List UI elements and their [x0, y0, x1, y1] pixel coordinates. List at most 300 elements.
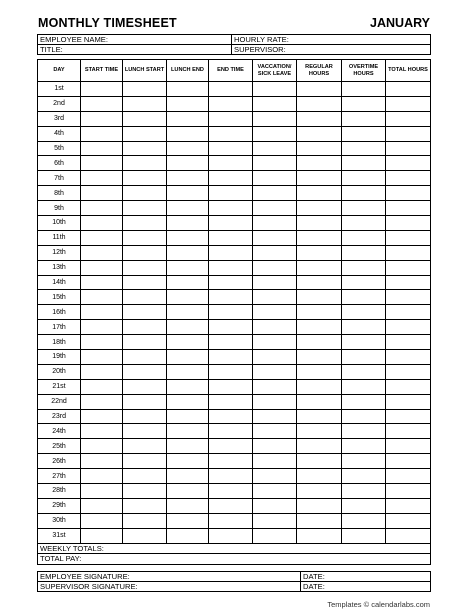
time-entry-cell[interactable] [386, 335, 431, 350]
time-entry-cell[interactable] [342, 141, 386, 156]
day-row [38, 290, 431, 305]
time-entry-cell[interactable] [297, 156, 342, 171]
time-entry-cell[interactable] [167, 409, 209, 424]
day-label: 8th [38, 186, 81, 201]
time-entry-cell[interactable] [167, 364, 209, 379]
time-entry-cell[interactable] [297, 171, 342, 186]
time-entry-cell[interactable] [167, 469, 209, 484]
day-row [38, 513, 431, 528]
time-entry-cell[interactable] [167, 335, 209, 350]
employee-info-table [37, 34, 431, 55]
day-row [38, 350, 431, 365]
time-entry-cell[interactable] [297, 469, 342, 484]
time-entry-cell[interactable] [342, 484, 386, 499]
time-entry-cell[interactable] [342, 439, 386, 454]
time-entry-cell[interactable] [81, 245, 123, 260]
time-entry-cell[interactable] [167, 320, 209, 335]
time-entry-cell[interactable] [81, 513, 123, 528]
time-entry-cell[interactable] [209, 260, 253, 275]
time-entry-cell[interactable] [167, 350, 209, 365]
time-entry-cell[interactable] [209, 126, 253, 141]
time-entry-cell[interactable] [167, 275, 209, 290]
time-entry-cell[interactable] [81, 305, 123, 320]
time-entry-cell[interactable] [81, 96, 123, 111]
time-entry-cell[interactable] [297, 216, 342, 231]
time-entry-cell[interactable] [342, 409, 386, 424]
day-row [38, 245, 431, 260]
time-entry-cell[interactable] [253, 111, 297, 126]
time-entry-cell[interactable] [209, 320, 253, 335]
time-entry-cell[interactable] [123, 335, 167, 350]
time-entry-cell[interactable] [253, 82, 297, 97]
time-entry-cell[interactable] [81, 230, 123, 245]
time-entry-cell[interactable] [297, 126, 342, 141]
time-entry-cell[interactable] [123, 245, 167, 260]
day-label: 22nd [38, 394, 81, 409]
day-row [38, 171, 431, 186]
time-entry-cell[interactable] [81, 424, 123, 439]
time-entry-cell[interactable] [167, 186, 209, 201]
time-entry-cell[interactable] [209, 305, 253, 320]
day-label: 1st [38, 82, 81, 97]
time-entry-cell[interactable] [123, 275, 167, 290]
time-entry-cell[interactable] [81, 454, 123, 469]
time-entry-cell[interactable] [167, 111, 209, 126]
time-entry-cell[interactable] [81, 394, 123, 409]
time-entry-cell[interactable] [81, 201, 123, 216]
time-entry-cell[interactable] [386, 171, 431, 186]
time-entry-cell[interactable] [342, 350, 386, 365]
time-entry-cell[interactable] [253, 126, 297, 141]
time-entry-cell[interactable] [342, 469, 386, 484]
time-entry-cell[interactable] [386, 275, 431, 290]
time-entry-cell[interactable] [167, 96, 209, 111]
time-entry-cell[interactable] [209, 469, 253, 484]
time-entry-cell[interactable] [209, 484, 253, 499]
time-entry-cell[interactable] [123, 424, 167, 439]
time-entry-cell[interactable] [297, 82, 342, 97]
time-entry-cell[interactable] [81, 82, 123, 97]
time-entry-cell[interactable] [386, 484, 431, 499]
time-entry-cell[interactable] [209, 454, 253, 469]
time-entry-cell[interactable] [253, 439, 297, 454]
time-entry-cell[interactable] [253, 216, 297, 231]
time-entry-cell[interactable] [253, 513, 297, 528]
time-entry-cell[interactable] [297, 379, 342, 394]
time-entry-cell[interactable] [167, 439, 209, 454]
time-entry-cell[interactable] [297, 513, 342, 528]
day-label: 18th [38, 335, 81, 350]
time-entry-cell[interactable] [123, 156, 167, 171]
time-entry-cell[interactable] [123, 305, 167, 320]
time-entry-cell[interactable] [81, 260, 123, 275]
day-row [38, 96, 431, 111]
time-entry-cell[interactable] [167, 454, 209, 469]
time-entry-cell[interactable] [209, 171, 253, 186]
time-entry-cell[interactable] [342, 230, 386, 245]
time-entry-cell[interactable] [297, 201, 342, 216]
total-pay-field[interactable]: TOTAL PAY: [38, 554, 431, 565]
column-header: REGULAR HOURS [297, 60, 342, 82]
time-entry-cell[interactable] [253, 141, 297, 156]
column-header: START TIME [81, 60, 123, 82]
time-entry-cell[interactable] [386, 409, 431, 424]
time-entry-cell[interactable] [342, 335, 386, 350]
time-entry-cell[interactable] [167, 201, 209, 216]
time-entry-cell[interactable] [386, 82, 431, 97]
time-entry-cell[interactable] [209, 186, 253, 201]
time-entry-cell[interactable] [209, 290, 253, 305]
time-entry-cell[interactable] [386, 320, 431, 335]
time-entry-cell[interactable] [297, 484, 342, 499]
time-entry-cell[interactable] [253, 364, 297, 379]
supervisor-signature-field[interactable]: SUPERVISOR SIGNATURE: [38, 582, 301, 592]
time-entry-cell[interactable] [386, 424, 431, 439]
time-entry-cell[interactable] [297, 260, 342, 275]
time-entry-cell[interactable] [81, 528, 123, 543]
time-entry-cell[interactable] [386, 245, 431, 260]
day-rows [38, 82, 431, 544]
time-entry-cell[interactable] [386, 96, 431, 111]
time-entry-cell[interactable] [253, 230, 297, 245]
time-entry-cell[interactable] [167, 484, 209, 499]
day-label: 17th [38, 320, 81, 335]
time-entry-cell[interactable] [209, 96, 253, 111]
time-entry-cell[interactable] [342, 216, 386, 231]
time-entry-cell[interactable] [342, 454, 386, 469]
time-entry-cell[interactable] [342, 201, 386, 216]
time-entry-cell[interactable] [297, 364, 342, 379]
time-entry-cell[interactable] [253, 171, 297, 186]
time-entry-cell[interactable] [81, 141, 123, 156]
time-entry-cell[interactable] [253, 186, 297, 201]
day-row [38, 528, 431, 543]
title-field[interactable]: TITLE: [38, 45, 232, 55]
time-entry-cell[interactable] [209, 513, 253, 528]
time-entry-cell[interactable] [167, 141, 209, 156]
time-entry-cell[interactable] [297, 305, 342, 320]
time-entry-cell[interactable] [386, 454, 431, 469]
time-entry-cell[interactable] [342, 305, 386, 320]
time-entry-cell[interactable] [253, 275, 297, 290]
time-entry-cell[interactable] [81, 439, 123, 454]
time-entry-cell[interactable] [297, 245, 342, 260]
time-entry-cell[interactable] [123, 126, 167, 141]
time-entry-cell[interactable] [167, 528, 209, 543]
time-entry-cell[interactable] [386, 141, 431, 156]
time-entry-cell[interactable] [123, 469, 167, 484]
month-label: JANUARY [370, 16, 430, 30]
time-entry-cell[interactable] [253, 424, 297, 439]
time-entry-cell[interactable] [386, 216, 431, 231]
time-entry-cell[interactable] [209, 245, 253, 260]
time-entry-cell[interactable] [123, 364, 167, 379]
day-label: 21st [38, 379, 81, 394]
time-entry-cell[interactable] [386, 260, 431, 275]
time-entry-cell[interactable] [342, 260, 386, 275]
day-label: 28th [38, 484, 81, 499]
time-entry-cell[interactable] [209, 409, 253, 424]
time-entry-cell[interactable] [167, 156, 209, 171]
time-entry-cell[interactable] [81, 275, 123, 290]
time-entry-cell[interactable] [123, 111, 167, 126]
signature-table [37, 571, 431, 592]
time-entry-cell[interactable] [167, 245, 209, 260]
day-row [38, 126, 431, 141]
day-label: 29th [38, 498, 81, 513]
time-entry-cell[interactable] [167, 305, 209, 320]
weekly-totals-field[interactable]: WEEKLY TOTALS: [38, 543, 431, 554]
time-entry-cell[interactable] [386, 379, 431, 394]
time-entry-cell[interactable] [123, 528, 167, 543]
employee-date-field[interactable]: DATE: [301, 572, 431, 582]
time-entry-cell[interactable] [386, 126, 431, 141]
time-entry-cell[interactable] [386, 350, 431, 365]
time-entry-cell[interactable] [123, 513, 167, 528]
time-entry-cell[interactable] [297, 290, 342, 305]
time-entry-cell[interactable] [123, 230, 167, 245]
time-entry-cell[interactable] [253, 96, 297, 111]
time-entry-cell[interactable] [123, 498, 167, 513]
time-entry-cell[interactable] [81, 186, 123, 201]
time-entry-cell[interactable] [81, 320, 123, 335]
time-entry-cell[interactable] [209, 111, 253, 126]
time-entry-cell[interactable] [297, 96, 342, 111]
time-entry-cell[interactable] [386, 290, 431, 305]
time-entry-cell[interactable] [81, 484, 123, 499]
day-label: 7th [38, 171, 81, 186]
time-entry-cell[interactable] [297, 275, 342, 290]
time-entry-cell[interactable] [167, 424, 209, 439]
time-entry-cell[interactable] [297, 409, 342, 424]
time-entry-cell[interactable] [167, 379, 209, 394]
time-entry-cell[interactable] [253, 305, 297, 320]
day-row [38, 216, 431, 231]
time-entry-cell[interactable] [123, 320, 167, 335]
time-entry-cell[interactable] [297, 111, 342, 126]
employee-signature-field[interactable]: EMPLOYEE SIGNATURE: [38, 572, 301, 582]
time-entry-cell[interactable] [209, 82, 253, 97]
time-entry-cell[interactable] [253, 320, 297, 335]
time-entry-cell[interactable] [167, 82, 209, 97]
day-row [38, 484, 431, 499]
time-entry-cell[interactable] [167, 394, 209, 409]
time-entry-cell[interactable] [386, 305, 431, 320]
time-entry-cell[interactable] [209, 394, 253, 409]
time-entry-cell[interactable] [253, 484, 297, 499]
column-header: LUNCH END [167, 60, 209, 82]
time-entry-cell[interactable] [209, 216, 253, 231]
time-entry-cell[interactable] [123, 216, 167, 231]
time-entry-cell[interactable] [123, 290, 167, 305]
time-entry-cell[interactable] [167, 230, 209, 245]
time-entry-cell[interactable] [123, 409, 167, 424]
day-row [38, 275, 431, 290]
time-entry-cell[interactable] [209, 230, 253, 245]
supervisor-field[interactable]: SUPERVISOR: [232, 45, 431, 55]
time-entry-cell[interactable] [123, 394, 167, 409]
time-entry-cell[interactable] [81, 350, 123, 365]
time-entry-cell[interactable] [297, 350, 342, 365]
time-entry-cell[interactable] [253, 335, 297, 350]
time-entry-cell[interactable] [342, 290, 386, 305]
time-entry-cell[interactable] [342, 186, 386, 201]
day-row [38, 141, 431, 156]
time-entry-cell[interactable] [297, 186, 342, 201]
time-entry-cell[interactable] [253, 260, 297, 275]
time-entry-cell[interactable] [386, 364, 431, 379]
hourly-rate-field[interactable]: HOURLY RATE: [232, 35, 431, 45]
time-entry-cell[interactable] [81, 111, 123, 126]
day-row [38, 498, 431, 513]
time-entry-cell[interactable] [342, 394, 386, 409]
time-entry-cell[interactable] [123, 439, 167, 454]
day-row [38, 454, 431, 469]
time-entry-cell[interactable] [123, 96, 167, 111]
time-entry-cell[interactable] [386, 186, 431, 201]
time-entry-cell[interactable] [123, 454, 167, 469]
day-label: 5th [38, 141, 81, 156]
time-entry-cell[interactable] [253, 528, 297, 543]
time-entry-cell[interactable] [209, 424, 253, 439]
time-entry-cell[interactable] [342, 379, 386, 394]
time-entry-cell[interactable] [342, 513, 386, 528]
time-entry-cell[interactable] [297, 528, 342, 543]
day-label: 14th [38, 275, 81, 290]
time-entry-cell[interactable] [167, 513, 209, 528]
time-entry-cell[interactable] [123, 201, 167, 216]
time-entry-cell[interactable] [209, 379, 253, 394]
time-entry-cell[interactable] [81, 498, 123, 513]
time-entry-cell[interactable] [81, 469, 123, 484]
time-entry-cell[interactable] [81, 335, 123, 350]
time-entry-cell[interactable] [253, 409, 297, 424]
time-entry-cell[interactable] [342, 126, 386, 141]
time-entry-cell[interactable] [253, 350, 297, 365]
time-entry-cell[interactable] [253, 201, 297, 216]
time-entry-cell[interactable] [209, 439, 253, 454]
time-entry-cell[interactable] [167, 498, 209, 513]
time-entry-cell[interactable] [81, 156, 123, 171]
time-entry-cell[interactable] [253, 290, 297, 305]
time-entry-cell[interactable] [342, 364, 386, 379]
time-entry-cell[interactable] [297, 424, 342, 439]
time-entry-cell[interactable] [123, 171, 167, 186]
time-entry-cell[interactable] [386, 111, 431, 126]
time-entry-cell[interactable] [81, 171, 123, 186]
time-entry-cell[interactable] [253, 498, 297, 513]
time-entry-cell[interactable] [253, 156, 297, 171]
time-entry-cell[interactable] [342, 528, 386, 543]
time-entry-cell[interactable] [342, 424, 386, 439]
total-pay-row [38, 554, 431, 565]
time-entry-cell[interactable] [123, 141, 167, 156]
time-entry-cell[interactable] [386, 156, 431, 171]
time-entry-cell[interactable] [253, 379, 297, 394]
time-entry-cell[interactable] [297, 439, 342, 454]
time-entry-cell[interactable] [297, 320, 342, 335]
time-entry-cell[interactable] [342, 156, 386, 171]
time-entry-cell[interactable] [209, 141, 253, 156]
day-label: 19th [38, 350, 81, 365]
time-entry-cell[interactable] [386, 528, 431, 543]
time-entry-cell[interactable] [81, 409, 123, 424]
time-entry-cell[interactable] [297, 335, 342, 350]
time-entry-cell[interactable] [253, 454, 297, 469]
time-entry-cell[interactable] [386, 469, 431, 484]
time-entry-cell[interactable] [123, 186, 167, 201]
time-entry-cell[interactable] [81, 364, 123, 379]
time-entry-cell[interactable] [209, 498, 253, 513]
time-entry-cell[interactable] [123, 484, 167, 499]
time-entry-cell[interactable] [253, 245, 297, 260]
time-entry-cell[interactable] [209, 350, 253, 365]
time-entry-cell[interactable] [297, 394, 342, 409]
timesheet-grid [37, 59, 431, 565]
time-entry-cell[interactable] [167, 290, 209, 305]
supervisor-date-field[interactable]: DATE: [301, 582, 431, 592]
time-entry-cell[interactable] [209, 335, 253, 350]
time-entry-cell[interactable] [81, 126, 123, 141]
time-entry-cell[interactable] [209, 528, 253, 543]
time-entry-cell[interactable] [297, 141, 342, 156]
grid-header-row [38, 60, 431, 82]
time-entry-cell[interactable] [209, 364, 253, 379]
day-label: 10th [38, 216, 81, 231]
time-entry-cell[interactable] [386, 498, 431, 513]
time-entry-cell[interactable] [167, 216, 209, 231]
time-entry-cell[interactable] [209, 201, 253, 216]
time-entry-cell[interactable] [386, 513, 431, 528]
employee-name-field[interactable]: EMPLOYEE NAME: [38, 35, 232, 45]
day-row [38, 230, 431, 245]
time-entry-cell[interactable] [81, 379, 123, 394]
time-entry-cell[interactable] [209, 156, 253, 171]
time-entry-cell[interactable] [386, 201, 431, 216]
time-entry-cell[interactable] [386, 230, 431, 245]
time-entry-cell[interactable] [386, 439, 431, 454]
time-entry-cell[interactable] [123, 379, 167, 394]
time-entry-cell[interactable] [209, 275, 253, 290]
column-header: VACCATION/ SICK LEAVE [253, 60, 297, 82]
time-entry-cell[interactable] [342, 498, 386, 513]
time-entry-cell[interactable] [297, 498, 342, 513]
time-entry-cell[interactable] [342, 82, 386, 97]
time-entry-cell[interactable] [342, 96, 386, 111]
time-entry-cell[interactable] [297, 230, 342, 245]
time-entry-cell[interactable] [342, 320, 386, 335]
time-entry-cell[interactable] [81, 216, 123, 231]
time-entry-cell[interactable] [123, 82, 167, 97]
time-entry-cell[interactable] [342, 111, 386, 126]
weekly-totals-row [38, 543, 431, 554]
time-entry-cell[interactable] [253, 469, 297, 484]
time-entry-cell[interactable] [123, 350, 167, 365]
time-entry-cell[interactable] [386, 394, 431, 409]
time-entry-cell[interactable] [167, 260, 209, 275]
time-entry-cell[interactable] [123, 260, 167, 275]
time-entry-cell[interactable] [342, 171, 386, 186]
time-entry-cell[interactable] [81, 290, 123, 305]
day-row [38, 111, 431, 126]
time-entry-cell[interactable] [342, 275, 386, 290]
day-label: 25th [38, 439, 81, 454]
time-entry-cell[interactable] [167, 171, 209, 186]
time-entry-cell[interactable] [297, 454, 342, 469]
time-entry-cell[interactable] [167, 126, 209, 141]
time-entry-cell[interactable] [342, 245, 386, 260]
time-entry-cell[interactable] [253, 394, 297, 409]
